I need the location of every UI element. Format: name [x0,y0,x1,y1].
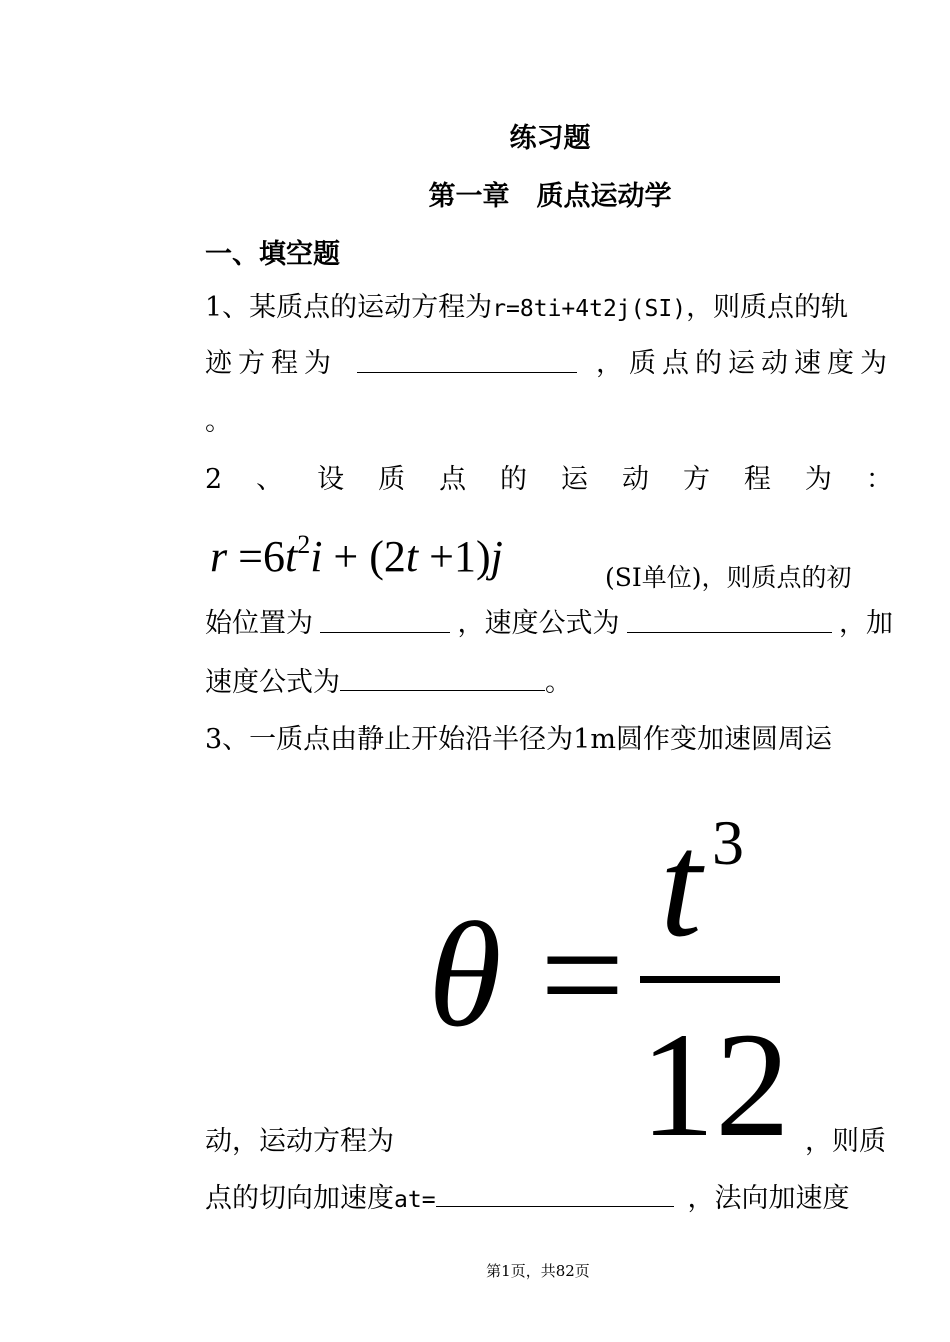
question-2-line-4 [205,664,893,701]
question-2-char: 程 [743,464,771,495]
section-heading: 一、填空题 [205,239,340,270]
question-2-line-1 [205,462,893,498]
eq-symbol-i: i [310,532,323,581]
question-2-line-3 [205,606,893,642]
eq-symbol-t: t [284,532,298,581]
question-3-label-then: ，则质 [805,1126,886,1157]
question-1-label-trajectory: 迹方程为 [205,348,337,379]
question-1-text-cont: ，则质点的轨 [686,292,849,323]
page-title: 练习题 [509,123,591,154]
question-3-line-1: 3、一质点由静止开始沿半径为1m圆作变加速圆周运 [205,724,832,755]
question-2-char: 设 [317,464,345,495]
question-2-char: ： [865,464,893,495]
formula-denominator: 12 [640,1002,790,1168]
question-3-at-symbol: at= [394,1187,436,1213]
question-2-char: 运 [561,464,588,495]
question-2-char: 2 [205,464,223,495]
question-2-equation [210,515,503,587]
eq-part: =6 [227,532,285,581]
eq-part: + (2 [322,532,406,581]
answer-blank-initial-position[interactable] [320,606,450,633]
question-2-si-text: (SI单位)，则质点的初 [605,563,852,592]
question-2-label-initial: 始位置为 [205,608,313,639]
eq-exponent: 2 [297,530,311,559]
answer-blank-trajectory[interactable] [357,346,577,373]
chapter-heading: 第一章 质点运动学 [428,181,672,212]
page-footer: 第1页，共82页 [486,1262,590,1280]
question-3-line-3 [205,1180,893,1218]
answer-blank-velocity[interactable] [627,606,832,633]
question-3-line-2 [205,1124,893,1160]
question-2-char: 点 [439,464,467,495]
question-2-label-acc: ，加 [839,608,893,639]
eq-part: +1) [418,532,491,581]
question-2-char: 动 [621,464,649,495]
period: 。 [545,667,572,698]
question-2-label-velocity: ，速度公式为 [457,608,620,639]
question-1-equation: r=8ti+4t2j(SI) [492,296,687,322]
eq-symbol-j: j [490,532,503,581]
question-1-line-1 [205,290,893,327]
question-1-text: 1、某质点的运动方程为 [205,292,493,323]
question-3-label-tangential: 点的切向加速度 [205,1183,394,1214]
question-2-char: 方 [682,464,710,495]
formula-exponent: 3 [712,807,744,878]
question-3-label-normal: ，法向加速度 [687,1183,850,1214]
formula-equals: = [540,892,625,1058]
question-2-char: 的 [500,464,528,495]
eq-symbol-t: t [405,532,419,581]
question-2-label-acceleration: 速度公式为 [205,667,340,698]
question-1-label-velocity: ，质点的运动速度为 [596,348,893,379]
question-2-char: 质 [378,464,406,495]
question-3-label-equation: 动，运动方程为 [205,1126,394,1157]
answer-blank-acceleration[interactable] [340,664,545,691]
question-2-char: 、 [256,464,284,495]
formula-numerator: t [660,802,702,968]
question-1-line-3: 。 [205,406,232,437]
answer-blank-tangential-acceleration[interactable] [436,1180,674,1207]
eq-symbol-r: r [210,532,228,581]
question-1-line-2 [205,346,893,382]
formula-theta: θ [428,892,502,1058]
formula-fraction-bar [640,976,780,983]
question-2-char: 为 [804,464,832,495]
